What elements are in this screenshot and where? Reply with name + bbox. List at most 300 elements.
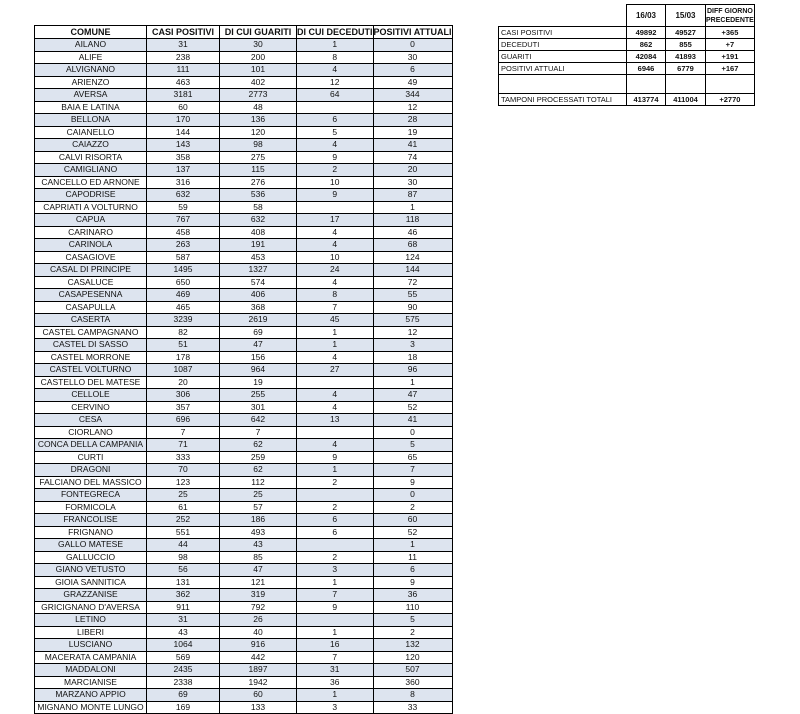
table-row — [35, 101, 453, 114]
cell-comune: FRANCOLISE — [35, 514, 147, 527]
cell-positivi-attuali: 41 — [373, 414, 452, 427]
cell-casi-positivi: 59 — [147, 201, 220, 214]
cell-casi-positivi: 43 — [147, 626, 220, 639]
cell-comune: CAIANELLO — [35, 126, 147, 139]
cell-deceduti: 10 — [297, 176, 374, 189]
cell-guariti: 916 — [220, 639, 297, 652]
cell-deceduti: 2 — [297, 476, 374, 489]
cell-casi-positivi: 51 — [147, 339, 220, 352]
cell-positivi-attuali: 124 — [373, 251, 452, 264]
table-row — [35, 601, 453, 614]
cell-positivi-attuali: 41 — [373, 139, 452, 152]
cell-deceduti: 4 — [297, 139, 374, 152]
cell-guariti: 259 — [220, 451, 297, 464]
cell-positivi-attuali: 6 — [373, 64, 452, 77]
cell-casi-positivi: 3181 — [147, 89, 220, 102]
cell-casi-positivi: 82 — [147, 326, 220, 339]
cell-deceduti: 4 — [297, 276, 374, 289]
cell-comune: LIBERI — [35, 626, 147, 639]
cell-deceduti: 16 — [297, 639, 374, 652]
cell-casi-positivi: 306 — [147, 389, 220, 402]
cell-comune: CASTELLO DEL MATESE — [35, 376, 147, 389]
cell-deceduti: 9 — [297, 451, 374, 464]
cell-guariti: 62 — [220, 439, 297, 452]
cell-casi-positivi: 3239 — [147, 314, 220, 327]
summary-value: 42084 — [627, 51, 666, 63]
cell-deceduti: 2 — [297, 501, 374, 514]
table-row — [35, 501, 453, 514]
cell-comune: GRICIGNANO D'AVERSA — [35, 601, 147, 614]
cell-deceduti: 45 — [297, 314, 374, 327]
header-positivi-attuali: POSITIVI ATTUALI — [373, 27, 452, 37]
cell-comune: CASTEL VOLTURNO — [35, 364, 147, 377]
cell-comune: BAIA E LATINA — [35, 101, 147, 114]
cell-guariti: 60 — [220, 689, 297, 702]
cell-deceduti: 7 — [297, 301, 374, 314]
header-casi-positivi: CASI POSITIVI — [147, 26, 220, 39]
cell-positivi-attuali: 47 — [373, 389, 452, 402]
table-row — [35, 151, 453, 164]
cell-guariti: 200 — [220, 51, 297, 64]
table-row — [35, 401, 453, 414]
cell-casi-positivi: 333 — [147, 451, 220, 464]
cell-positivi-attuali: 96 — [373, 364, 452, 377]
table-row — [35, 614, 453, 627]
cell-deceduti — [297, 614, 374, 627]
cell-guariti: 536 — [220, 189, 297, 202]
cell-deceduti: 4 — [297, 64, 374, 77]
cell-casi-positivi: 551 — [147, 526, 220, 539]
cell-comune: CASAPULLA — [35, 301, 147, 314]
cell-deceduti — [297, 101, 374, 114]
summary-label: POSITIVI ATTUALI — [499, 63, 627, 75]
table-row — [35, 189, 453, 202]
cell-comune: CAPRIATI A VOLTURNO — [35, 201, 147, 214]
cell-guariti: 62 — [220, 464, 297, 477]
summary-header-diff: DIFF GIORNO PRECEDENTE — [706, 5, 755, 27]
cell-guariti: 47 — [220, 339, 297, 352]
cell-guariti: 156 — [220, 351, 297, 364]
cell-guariti: 493 — [220, 526, 297, 539]
table-row — [35, 426, 453, 439]
cell-positivi-attuali: 3 — [373, 339, 452, 352]
cell-deceduti — [297, 201, 374, 214]
cell-positivi-attuali: 2 — [373, 626, 452, 639]
cell-comune: LUSCIANO — [35, 639, 147, 652]
cell-comune: GRAZZANISE — [35, 589, 147, 602]
header-comune: COMUNE — [35, 26, 147, 39]
cell-deceduti: 1 — [297, 626, 374, 639]
cell-casi-positivi: 25 — [147, 489, 220, 502]
table-row — [35, 589, 453, 602]
table-row — [35, 664, 453, 677]
cell-guariti: 1942 — [220, 676, 297, 689]
summary-label: DECEDUTI — [499, 39, 627, 51]
cell-guariti: 402 — [220, 76, 297, 89]
cell-guariti: 453 — [220, 251, 297, 264]
cell-casi-positivi: 2435 — [147, 664, 220, 677]
cell-deceduti: 1 — [297, 576, 374, 589]
cell-casi-positivi: 70 — [147, 464, 220, 477]
summary-value: 49527 — [666, 27, 706, 39]
cell-guariti: 133 — [220, 701, 297, 714]
cell-positivi-attuali: 52 — [373, 526, 452, 539]
table-row — [35, 414, 453, 427]
cell-positivi-attuali: 12 — [373, 101, 452, 114]
cell-comune: CASERTA — [35, 314, 147, 327]
cell-deceduti: 4 — [297, 401, 374, 414]
cell-comune: CASTEL MORRONE — [35, 351, 147, 364]
cell-guariti: 276 — [220, 176, 297, 189]
cell-casi-positivi: 358 — [147, 151, 220, 164]
cell-comune: MIGNANO MONTE LUNGO — [35, 701, 147, 714]
table-row — [35, 439, 453, 452]
cell-comune: CAMIGLIANO — [35, 164, 147, 177]
cell-positivi-attuali: 19 — [373, 126, 452, 139]
summary-table — [498, 4, 755, 106]
cell-positivi-attuali: 575 — [373, 314, 452, 327]
summary-row — [499, 63, 755, 75]
summary-header-date-today: 16/03 — [627, 5, 666, 27]
cell-guariti: 792 — [220, 601, 297, 614]
cell-guariti: 120 — [220, 126, 297, 139]
cell-positivi-attuali: 90 — [373, 301, 452, 314]
cell-deceduti: 3 — [297, 701, 374, 714]
cell-positivi-attuali: 20 — [373, 164, 452, 177]
cell-casi-positivi: 31 — [147, 39, 220, 52]
cell-casi-positivi: 252 — [147, 514, 220, 527]
summary-value: 411004 — [666, 94, 706, 106]
cell-positivi-attuali: 52 — [373, 401, 452, 414]
cell-casi-positivi: 465 — [147, 301, 220, 314]
cell-casi-positivi: 2338 — [147, 676, 220, 689]
table-row — [35, 214, 453, 227]
cell-guariti: 47 — [220, 564, 297, 577]
header-guariti: DI CUI GUARITI — [220, 26, 297, 39]
table-row — [35, 676, 453, 689]
cell-positivi-attuali: 60 — [373, 514, 452, 527]
table-row — [35, 114, 453, 127]
cell-deceduti: 9 — [297, 189, 374, 202]
cell-deceduti: 6 — [297, 114, 374, 127]
cell-positivi-attuali: 0 — [373, 489, 452, 502]
cell-deceduti — [297, 489, 374, 502]
cell-comune: CARINOLA — [35, 239, 147, 252]
cell-comune: FONTEGRECA — [35, 489, 147, 502]
summary-value: +365 — [706, 27, 755, 39]
cell-guariti: 19 — [220, 376, 297, 389]
table-row — [35, 314, 453, 327]
table-row — [35, 64, 453, 77]
cell-casi-positivi: 143 — [147, 139, 220, 152]
cell-positivi-attuali: 9 — [373, 576, 452, 589]
table-row — [35, 464, 453, 477]
summary-value: 862 — [627, 39, 666, 51]
cell-positivi-attuali: 344 — [373, 89, 452, 102]
cell-comune: CASALUCE — [35, 276, 147, 289]
table-row — [35, 301, 453, 314]
summary-label: CASI POSITIVI — [499, 27, 627, 39]
cell-comune: FALCIANO DEL MASSICO — [35, 476, 147, 489]
summary-spacer-cell — [666, 75, 706, 94]
cell-deceduti: 8 — [297, 51, 374, 64]
cell-casi-positivi: 463 — [147, 76, 220, 89]
cell-guariti: 25 — [220, 489, 297, 502]
table-row — [35, 376, 453, 389]
table-row — [35, 226, 453, 239]
summary-row — [499, 51, 755, 63]
table-row — [35, 489, 453, 502]
cell-deceduti: 64 — [297, 89, 374, 102]
cell-positivi-attuali: 9 — [373, 476, 452, 489]
cell-deceduti: 2 — [297, 164, 374, 177]
cell-positivi-attuali: 28 — [373, 114, 452, 127]
summary-header-blank — [499, 5, 627, 27]
table-row — [35, 339, 453, 352]
cell-casi-positivi: 56 — [147, 564, 220, 577]
cell-guariti: 121 — [220, 576, 297, 589]
table-row — [35, 514, 453, 527]
cell-comune: CERVINO — [35, 401, 147, 414]
table-row — [35, 539, 453, 552]
table-row — [35, 364, 453, 377]
cell-comune: MARCIANISE — [35, 676, 147, 689]
cell-casi-positivi: 111 — [147, 64, 220, 77]
cell-guariti: 406 — [220, 289, 297, 302]
cell-casi-positivi: 7 — [147, 426, 220, 439]
cell-comune: CARINARO — [35, 226, 147, 239]
table-row — [35, 39, 453, 52]
cell-casi-positivi: 632 — [147, 189, 220, 202]
cell-casi-positivi: 60 — [147, 101, 220, 114]
cell-guariti: 301 — [220, 401, 297, 414]
cell-deceduti: 4 — [297, 226, 374, 239]
table-row — [35, 689, 453, 702]
table-row — [35, 139, 453, 152]
cell-comune: MADDALONI — [35, 664, 147, 677]
cell-deceduti: 31 — [297, 664, 374, 677]
cell-casi-positivi: 587 — [147, 251, 220, 264]
header-deceduti: DI CUI DECEDUTI — [297, 27, 373, 37]
cell-casi-positivi: 178 — [147, 351, 220, 364]
cell-guariti: 48 — [220, 101, 297, 114]
cell-deceduti — [297, 376, 374, 389]
cell-casi-positivi: 650 — [147, 276, 220, 289]
cell-positivi-attuali: 55 — [373, 289, 452, 302]
cell-casi-positivi: 767 — [147, 214, 220, 227]
cell-deceduti: 1 — [297, 326, 374, 339]
cell-guariti: 186 — [220, 514, 297, 527]
cell-casi-positivi: 362 — [147, 589, 220, 602]
summary-value: +191 — [706, 51, 755, 63]
table-row — [35, 326, 453, 339]
summary-row — [499, 94, 755, 106]
summary-value: 49892 — [627, 27, 666, 39]
table-row — [35, 251, 453, 264]
cell-deceduti: 4 — [297, 239, 374, 252]
cell-positivi-attuali: 8 — [373, 689, 452, 702]
cell-guariti: 2773 — [220, 89, 297, 102]
cell-deceduti: 3 — [297, 564, 374, 577]
cell-comune: CASAGIOVE — [35, 251, 147, 264]
cell-guariti: 40 — [220, 626, 297, 639]
cell-casi-positivi: 238 — [147, 51, 220, 64]
summary-table-header — [499, 5, 755, 27]
cell-guariti: 574 — [220, 276, 297, 289]
cell-deceduti: 1 — [297, 39, 374, 52]
cell-casi-positivi: 170 — [147, 114, 220, 127]
table-row — [35, 626, 453, 639]
cell-deceduti: 1 — [297, 689, 374, 702]
cell-comune: FORMICOLA — [35, 501, 147, 514]
summary-row — [499, 27, 755, 39]
cell-comune: ALIFE — [35, 51, 147, 64]
cell-deceduti: 9 — [297, 601, 374, 614]
cell-positivi-attuali: 68 — [373, 239, 452, 252]
cell-positivi-attuali: 5 — [373, 439, 452, 452]
table-row — [35, 176, 453, 189]
cell-guariti: 58 — [220, 201, 297, 214]
cell-guariti: 1327 — [220, 264, 297, 277]
cell-guariti: 191 — [220, 239, 297, 252]
cell-deceduti: 6 — [297, 526, 374, 539]
cell-guariti: 319 — [220, 589, 297, 602]
cell-guariti: 85 — [220, 551, 297, 564]
cell-casi-positivi: 458 — [147, 226, 220, 239]
cell-comune: GIOIA SANNITICA — [35, 576, 147, 589]
cell-positivi-attuali: 360 — [373, 676, 452, 689]
cell-guariti: 2619 — [220, 314, 297, 327]
cell-positivi-attuali: 1 — [373, 539, 452, 552]
cell-deceduti: 1 — [297, 339, 374, 352]
comuni-table-header — [35, 26, 453, 39]
summary-value: 6779 — [666, 63, 706, 75]
cell-deceduti: 6 — [297, 514, 374, 527]
cell-positivi-attuali: 12 — [373, 326, 452, 339]
cell-positivi-attuali: 87 — [373, 189, 452, 202]
cell-guariti: 275 — [220, 151, 297, 164]
cell-deceduti: 1 — [297, 464, 374, 477]
cell-deceduti: 13 — [297, 414, 374, 427]
cell-casi-positivi: 44 — [147, 539, 220, 552]
cell-guariti: 1897 — [220, 664, 297, 677]
cell-casi-positivi: 61 — [147, 501, 220, 514]
cell-positivi-attuali: 1 — [373, 376, 452, 389]
cell-positivi-attuali: 118 — [373, 214, 452, 227]
cell-positivi-attuali: 30 — [373, 51, 452, 64]
cell-casi-positivi: 144 — [147, 126, 220, 139]
cell-comune: FRIGNANO — [35, 526, 147, 539]
cell-comune: BELLONA — [35, 114, 147, 127]
table-row — [35, 276, 453, 289]
cell-deceduti: 7 — [297, 589, 374, 602]
cell-comune: LETINO — [35, 614, 147, 627]
cell-comune: CAPUA — [35, 214, 147, 227]
cell-casi-positivi: 98 — [147, 551, 220, 564]
cell-deceduti: 17 — [297, 214, 374, 227]
cell-guariti: 408 — [220, 226, 297, 239]
summary-spacer-cell — [627, 75, 666, 94]
cell-guariti: 69 — [220, 326, 297, 339]
summary-header-date-yesterday: 15/03 — [666, 5, 706, 27]
comuni-table — [34, 25, 453, 714]
cell-comune: CONCA DELLA CAMPANIA — [35, 439, 147, 452]
table-row — [35, 289, 453, 302]
cell-positivi-attuali: 144 — [373, 264, 452, 277]
table-row — [35, 526, 453, 539]
cell-positivi-attuali: 0 — [373, 39, 452, 52]
cell-casi-positivi: 357 — [147, 401, 220, 414]
cell-casi-positivi: 696 — [147, 414, 220, 427]
table-row — [35, 51, 453, 64]
cell-positivi-attuali: 507 — [373, 664, 452, 677]
cell-deceduti — [297, 426, 374, 439]
cell-comune: CASTEL DI SASSO — [35, 339, 147, 352]
cell-positivi-attuali: 33 — [373, 701, 452, 714]
cell-casi-positivi: 131 — [147, 576, 220, 589]
table-row — [35, 89, 453, 102]
cell-guariti: 442 — [220, 651, 297, 664]
cell-casi-positivi: 1064 — [147, 639, 220, 652]
cell-guariti: 26 — [220, 614, 297, 627]
cell-deceduti: 8 — [297, 289, 374, 302]
cell-positivi-attuali: 6 — [373, 564, 452, 577]
cell-casi-positivi: 316 — [147, 176, 220, 189]
cell-casi-positivi: 20 — [147, 376, 220, 389]
summary-value: 413774 — [627, 94, 666, 106]
cell-casi-positivi: 137 — [147, 164, 220, 177]
cell-casi-positivi: 31 — [147, 614, 220, 627]
cell-positivi-attuali: 72 — [373, 276, 452, 289]
table-row — [35, 639, 453, 652]
table-row — [35, 564, 453, 577]
cell-comune: CALVI RISORTA — [35, 151, 147, 164]
cell-casi-positivi: 1495 — [147, 264, 220, 277]
cell-comune: DRAGONI — [35, 464, 147, 477]
cell-positivi-attuali: 5 — [373, 614, 452, 627]
table-row — [35, 239, 453, 252]
cell-comune: ALVIGNANO — [35, 64, 147, 77]
cell-positivi-attuali: 36 — [373, 589, 452, 602]
cell-guariti: 7 — [220, 426, 297, 439]
table-row — [35, 701, 453, 714]
table-row — [35, 476, 453, 489]
cell-positivi-attuali: 1 — [373, 201, 452, 214]
cell-comune: CAIAZZO — [35, 139, 147, 152]
cell-comune: CIORLANO — [35, 426, 147, 439]
cell-guariti: 136 — [220, 114, 297, 127]
summary-value: 855 — [666, 39, 706, 51]
cell-deceduti: 4 — [297, 389, 374, 402]
summary-value: +167 — [706, 63, 755, 75]
cell-positivi-attuali: 0 — [373, 426, 452, 439]
cell-comune: CURTI — [35, 451, 147, 464]
cell-comune: MARZANO APPIO — [35, 689, 147, 702]
cell-positivi-attuali: 7 — [373, 464, 452, 477]
cell-comune: CANCELLO ED ARNONE — [35, 176, 147, 189]
cell-comune: GALLUCCIO — [35, 551, 147, 564]
cell-comune: CAPODRISE — [35, 189, 147, 202]
cell-deceduti: 9 — [297, 151, 374, 164]
cell-positivi-attuali: 74 — [373, 151, 452, 164]
cell-positivi-attuali: 120 — [373, 651, 452, 664]
cell-comune: CASTEL CAMPAGNANO — [35, 326, 147, 339]
cell-guariti: 98 — [220, 139, 297, 152]
cell-casi-positivi: 911 — [147, 601, 220, 614]
cell-comune: CESA — [35, 414, 147, 427]
cell-deceduti: 4 — [297, 439, 374, 452]
cell-comune: GALLO MATESE — [35, 539, 147, 552]
